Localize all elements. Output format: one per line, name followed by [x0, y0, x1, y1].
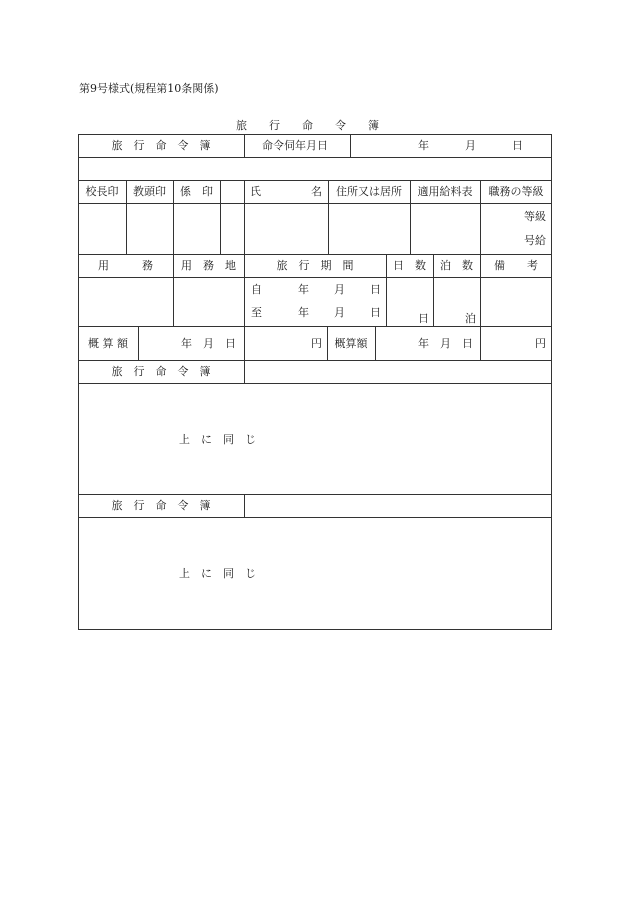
purpose-header: 用 務 — [98, 259, 153, 272]
col-line — [375, 326, 376, 361]
section-col-line — [244, 360, 245, 383]
principal-seal-header: 校長印 — [85, 185, 119, 198]
period-to-month: 月 — [334, 306, 345, 319]
col-line — [244, 326, 245, 361]
order-date-label: 命令伺年月日 — [262, 139, 328, 152]
vice-principal-seal-header: 教頭印 — [133, 185, 166, 198]
col-line — [350, 134, 351, 157]
days-header: 日 数 — [393, 259, 426, 272]
row-line — [78, 157, 552, 158]
name-header-suffix: 名 — [311, 185, 322, 198]
staff-seal-header: 係 印 — [180, 185, 213, 198]
estimate-label: 概 算 額 — [88, 337, 128, 350]
period-from-month: 月 — [334, 283, 345, 296]
order-label: 旅 行 命 令 簿 — [111, 139, 211, 152]
section-note: 上 に 同 じ — [179, 567, 256, 580]
period-to-year: 年 — [298, 306, 309, 319]
grade-label: 等級 — [524, 210, 546, 223]
estimate-date: 年 月 日 — [181, 337, 236, 350]
col-line — [138, 326, 139, 361]
period-from-year: 年 — [298, 283, 309, 296]
estimate-yen-2: 円 — [535, 337, 546, 350]
period-to-day: 日 — [370, 306, 381, 319]
period-from-day: 日 — [370, 283, 381, 296]
remarks-header: 備 考 — [494, 259, 538, 272]
section-header-line — [78, 383, 552, 384]
period-to: 至 — [251, 306, 262, 319]
estimate-yen: 円 — [311, 337, 322, 350]
order-year: 年 — [418, 139, 429, 152]
nights-header: 泊 数 — [440, 259, 473, 272]
section-frame — [78, 360, 552, 495]
salary-table-header: 適用給料表 — [417, 185, 473, 198]
form-number: 第9号様式(規程第10条関係) — [79, 82, 219, 95]
section-header-line — [78, 517, 552, 518]
estimate-date-2: 年 月 日 — [418, 337, 473, 350]
page-title: 旅 行 命 令 簿 — [236, 119, 379, 132]
name-header: 氏 — [250, 185, 261, 198]
col-line — [244, 134, 245, 157]
section-label: 旅 行 命 令 簿 — [111, 365, 211, 378]
section-col-line — [244, 494, 245, 517]
period-header: 旅 行 期 間 — [276, 259, 354, 272]
grade-title-header: 職務の等級 — [488, 185, 544, 198]
section-label: 旅 行 命 令 簿 — [111, 499, 211, 512]
pay-step-label: 号給 — [524, 234, 546, 247]
section-frame — [78, 494, 552, 630]
period-from: 自 — [251, 283, 262, 296]
col-line — [220, 180, 221, 254]
address-header: 住所又は居所 — [336, 185, 402, 198]
destination-header: 用 務 地 — [181, 259, 236, 272]
estimate-label-2: 概算額 — [334, 337, 368, 350]
section-note: 上 に 同 じ — [179, 433, 256, 446]
order-day: 日 — [512, 139, 523, 152]
col-line — [480, 326, 481, 361]
col-line — [244, 180, 245, 254]
nights-unit: 泊 — [465, 312, 476, 325]
order-month: 月 — [465, 139, 476, 152]
days-unit: 日 — [418, 312, 429, 325]
